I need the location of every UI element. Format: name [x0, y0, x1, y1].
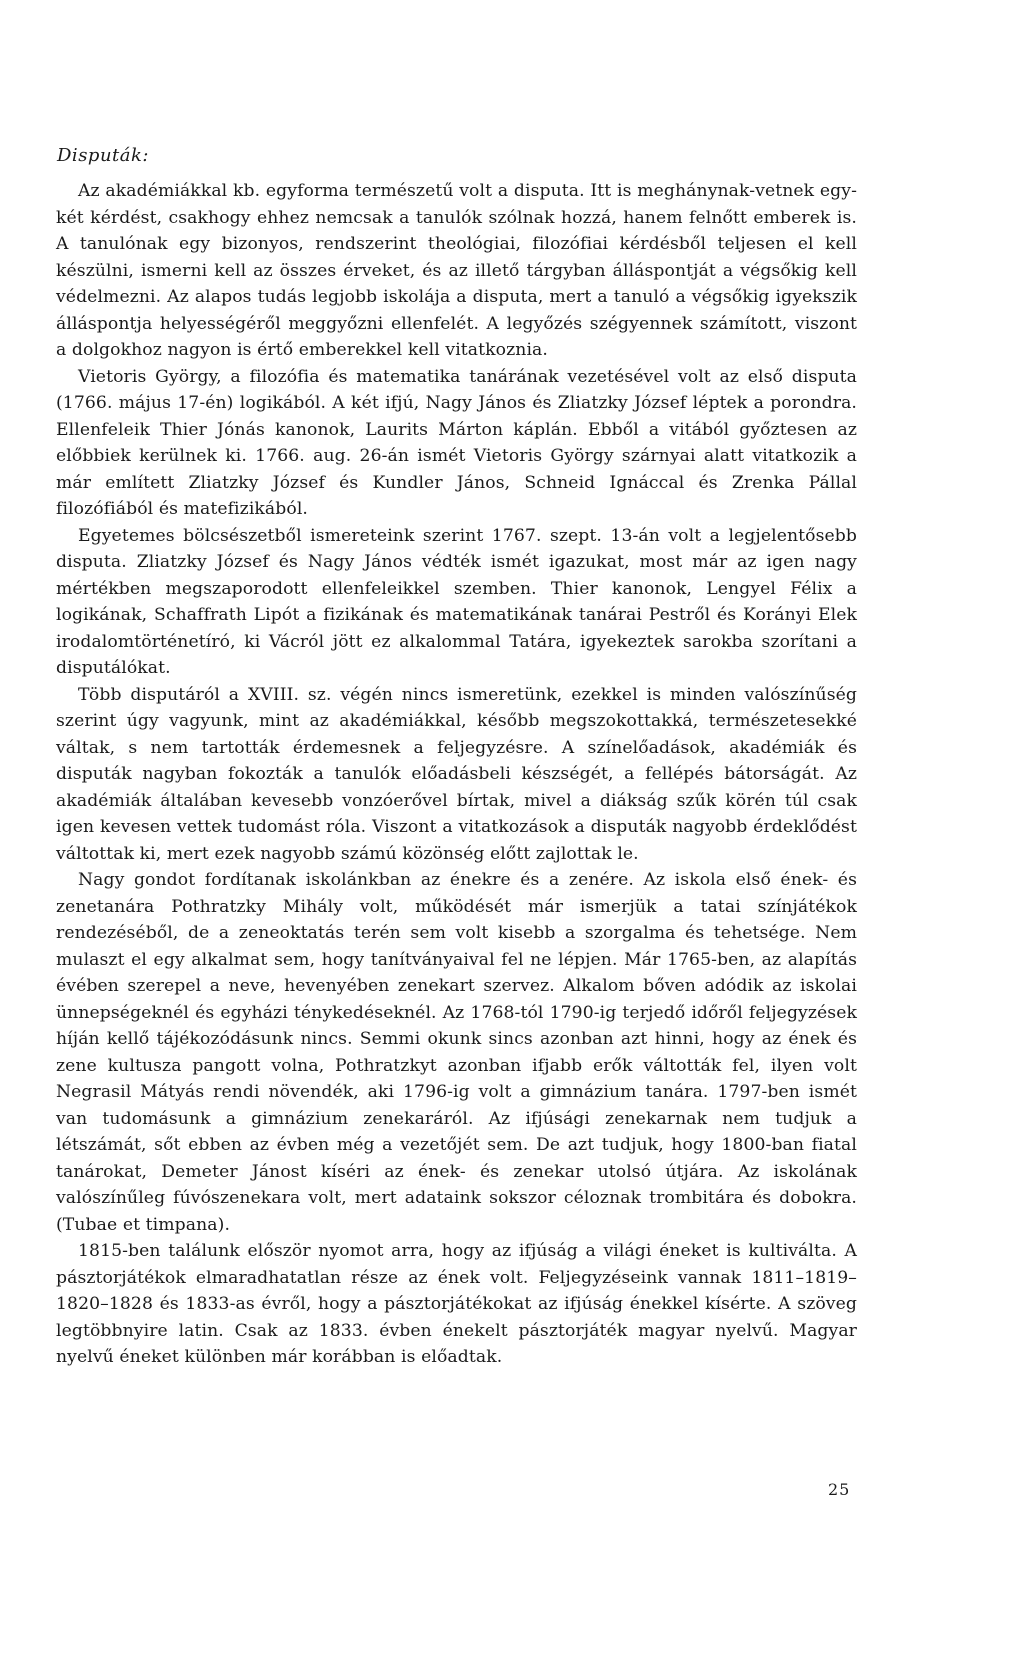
page-number: 25 — [828, 1480, 851, 1499]
paragraph-disputa-intro: Az akadémiákkal kb. egyforma természetű volt a disputa. Itt is meghánynak-vetnek egy-két kérdést, csakhogy ehhez nemcsak a tanulók szólnak hozzá, hanem felnőtt emberek is. A tanulónak egy bizonyos, rendszerint theológiai, filozófiai kérdésből teljesen el kell készülni, ismerni kell az összes érveket, és az illető tárgyban álláspontját a végsőkig kell védelmezni. Az alapos tudás legjobb iskolája a disputa, mert a tanuló a végsőkig igyekszik álláspontja helyességéről meggyőzni ellenfelét. A legyőzés szégyennek számított, viszont a dolgokhoz nagyon is értő emberekkel kell vitatkoznia. — [56, 181, 857, 360]
section-heading: Disputák: — [57, 145, 149, 166]
paragraph-music-education: Nagy gondot fordítanak iskolánkban az énekre és a zenére. Az iskola első ének- és zenetanára Pothratzky Mihály volt, működését már ismerjük a tatai színjátékok rendezéséből, de a zeneoktatás terén sem volt kisebb a szorgalma és tehetsége. Nem mulaszt el egy alkalmat sem, hogy tanítványaival fel ne lépjen. Már 1765-ben, az alapítás évében szerepel a neve, hevenyében zenekart szervez. Alkalom bőven adódik az iskolai ünnepségeknél és egyházi ténykedéseknél. Az 1768-tól 1790-ig terjedő időről feljegyzések híján kellő tájékozódásunk nincs. Semmi okunk sincs azonban azt hinni, hogy az ének és zene kultusza pangott volna, Pothratzkyt azonban ifjabb erők váltották fel, ilyen volt Negrasil Mátyás rendi növendék, aki 1796-ig volt a gimnázium tanára. 1797-ben ismét van tudomásunk a gimnázium zenekaráról. Az ifjúsági zenekarnak nem tudjuk a létszámát, sőt ebben az évben még a vezetőjét sem. De azt tudjuk, hogy 1800-ban fiatal tanárokat, Demeter Jánost kíséri az ének- és zenekar utolsó útjára. Az iskolának valószínűleg fúvószenekara volt, mert adataink sokszor céloznak trombitára és dobokra. (Tubae et timpana). — [56, 870, 857, 1235]
paragraph-first-disputa: Vietoris György, a filozófia és matematika tanárának vezetésével volt az első disputa (1766. május 17-én) logikából. A két ifjú, Nagy János és Zliatzky József léptek a porondra. Ellenfeleik Thier Jónás kanonok, Laurits Márton káplán. Ebből a vitából győztesen az előbbiek kerülnek ki. 1766. aug. 26-án ismét Vietoris György szárnyai alatt vitatkozik a már említett Zliatzky József és Kundler János, Schneid Ignáccal és Zrenka Pállal filozófiából és matefizikából. — [56, 366, 857, 519]
paragraph-later-disputes: Több disputáról a XVIII. sz. végén nincs ismeretünk, ezekkel is minden valószínűség szerint úgy vagyunk, mint az akadémiákkal, később megszokottakká, természetesekké váltak, s nem tartották érdemesnek a feljegyzésre. A színelőadások, akadémiák és disputák nagyban fokozták a tanulók előadásbeli készségét, a fellépés bátorságát. Az akadémiák általában kevesebb vonzóerővel bírtak, mivel a diákság szűk körén túl csak igen kevesen vettek tudomást róla. Viszont a vitatkozások a disputák nagyobb érdeklődést váltottak ki, mert ezek nagyobb számú közönség előtt zajlottak le. — [56, 684, 857, 864]
paragraph-secular-singing: 1815-ben találunk először nyomot arra, hogy az ifjúság a világi éneket is kultiválta. A pásztorjátékok elmaradhatatlan része az ének volt. Feljegyzéseink vannak 1811–1819–1820–1828 és 1833-as évről, hogy a pásztorjátékokat az ifjúság énekkel kísérte. A szöveg legtöbbnyire latin. Csak az 1833. évben énekelt pásztorjáték magyar nyelvű. Magyar nyelvű éneket különben már korábban is előadtak. — [56, 1241, 857, 1367]
paragraph-1767-disputa: Egyetemes bölcsészetből ismereteink szerint 1767. szept. 13-án volt a legjelentősebb disputa. Zliatzky József és Nagy János védték ismét igazukat, most már az igen nagy mértékben megszaporodott ellenfeleikkel szemben. Thier kanonok, Lengyel Félix a logikának, Schaffrath Lipót a fizikának és matematikának tanárai Pestről és Korányi Elek irodalomtörténetíró, ki Vácról jött ez alkalommal Tatára, igyekeztek sarokba szorítani a disputálókat. — [56, 525, 857, 678]
body-text — [56, 178, 857, 1371]
